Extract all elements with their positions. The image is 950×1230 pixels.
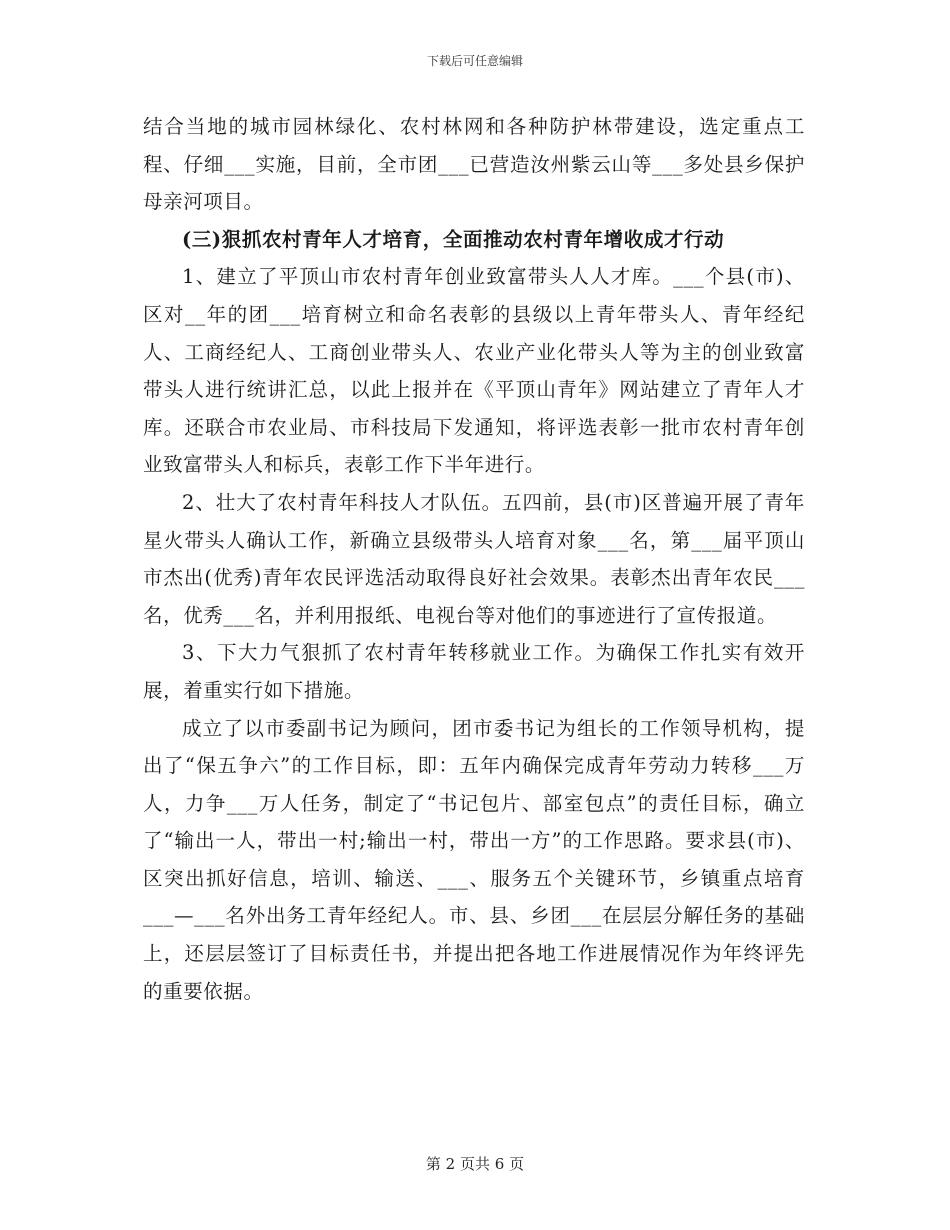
paragraph-item-1: 1、建立了平顶山市农村青年创业致富带头人人才库。___个县(市)、区对__年的团___培育树立和命名表彰的县级以上青年带头人、青年经纪人、工商经纪人、工商创业带头人、农业产业化带头人等为主的创业致富带头人进行统讲汇总，以此上报并在《平顶山青年》网站建立了青年人才库。还联合市农业局、市科技局下发通知，将评选表彰一批市农村青年创业致富带头人和标兵，表彰工作下半年进行。 [143,265,806,477]
section-heading: (三)狠抓农村青年人才培育，全面推动农村青年增收成才行动 [182,227,725,251]
paragraph-item-2: 2、壮大了农村青年科技人才队伍。五四前，县(市)区普遍开展了青年星火带头人确认工作，新确立县级带头人培育对象___名，第___届平顶山市杰出(优秀)青年农民评选活动取得良好社会效果。表彰杰出青年农民___名，优秀___名，并利用报纸、电视台等对他们的事迹进行了宣传报道。 [143,490,805,627]
page-header: 下载后可任意编辑 [426,54,523,68]
paragraph-intro: 结合当地的城市园林绿化、农村林网和各种防护林带建设，选定重点工程、仔细___实施，目前，全市团___已营造汝州紫云山等___多处县乡保护母亲河项目。 [143,115,805,214]
paragraph-measures: 成立了以市委副书记为顾问，团市委书记为组长的工作领导机构，提出了“保五争六”的工作目标，即：五年内确保完成青年劳动力转移___万人，力争___万人任务，制定了“书记包片、部室包点”的责任目标，确立了“输出一人，带出一村;输出一村，带出一方”的工作思路。要求县(市)、区突出抓好信息，培训、输送、___、服务五个关键环节，乡镇重点培育___—___名外出务工青年经纪人。市、县、乡团___在层层分解任务的基础上，还层层签订了目标责任书，并提出把各地工作进展情况作为年终评先的重要依据。 [143,716,805,1003]
page-number-footer: 第 2 页共 6 页 [425,1155,525,1173]
document-body [143,108,805,1010]
paragraph-item-3: 3、下大力气狠抓了农村青年转移就业工作。为确保工作扎实有效开展，着重实行如下措施。 [143,641,805,702]
